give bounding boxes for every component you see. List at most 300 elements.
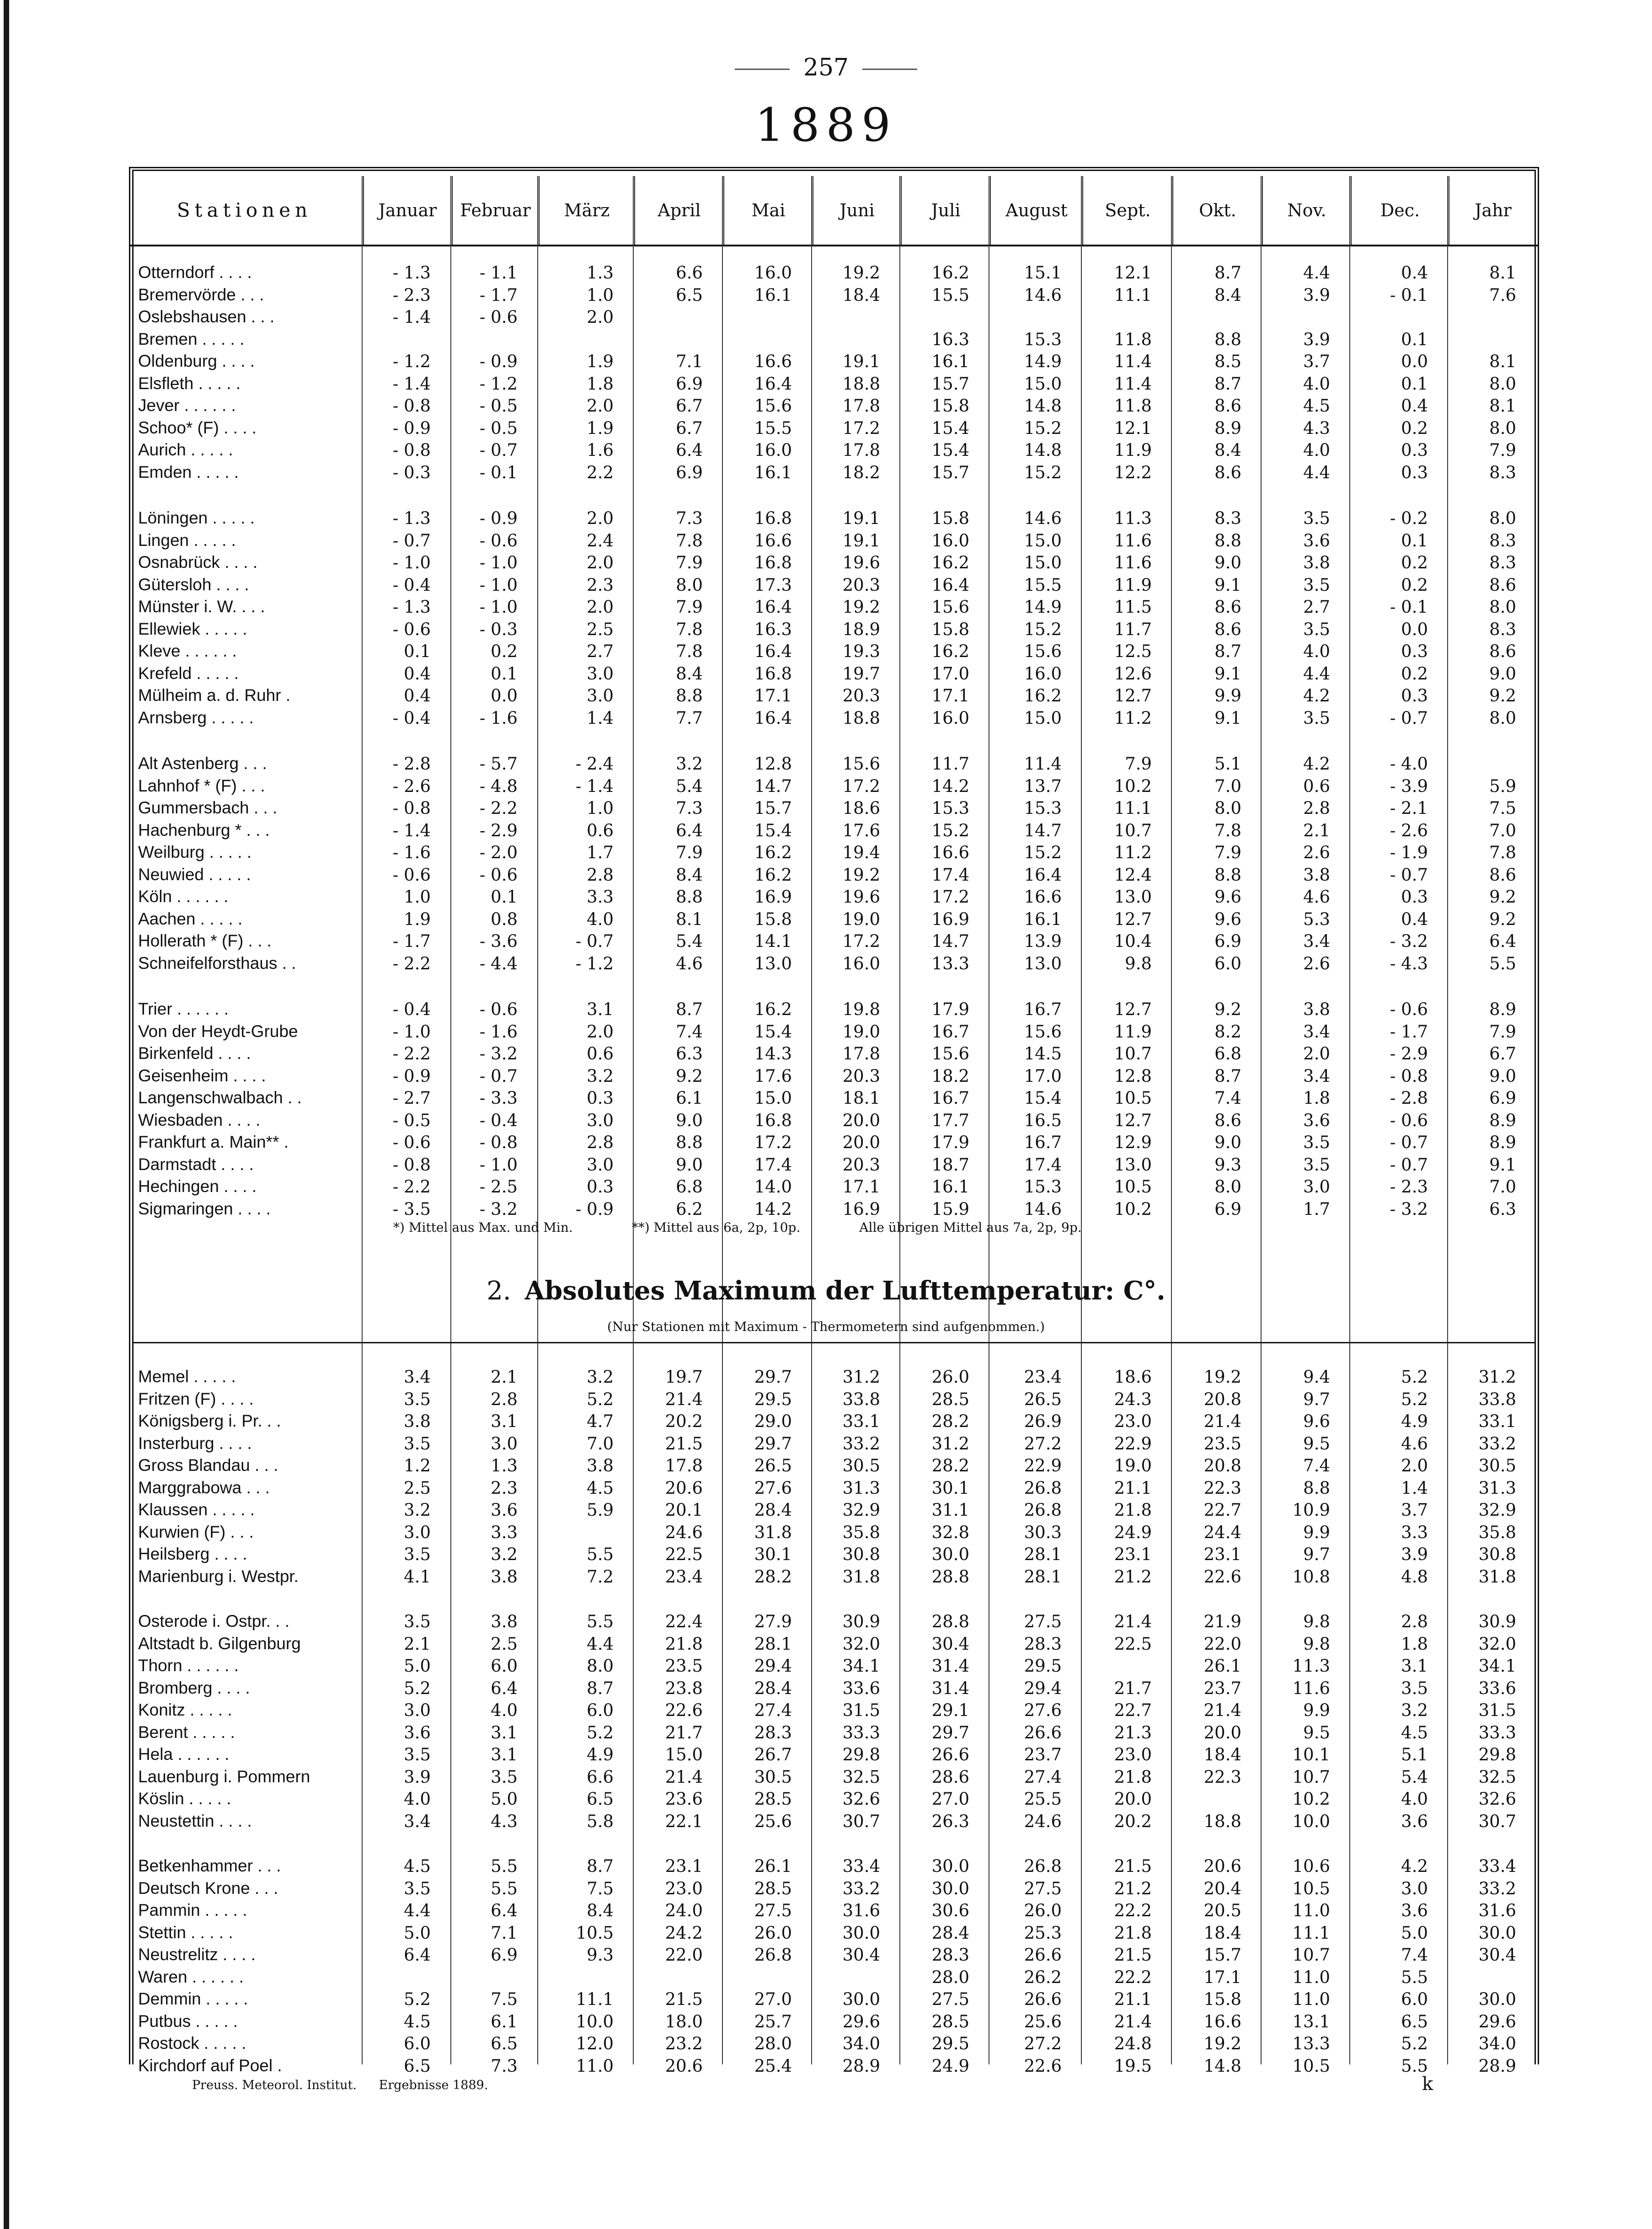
- value-cell: 5.4: [1401, 1767, 1428, 1787]
- value-cell: 8.8: [1214, 530, 1241, 551]
- value-cell: 32.6: [1478, 1789, 1516, 1809]
- station-name: Löningen . . . . .: [138, 508, 255, 527]
- value-cell: 5.5: [587, 1545, 614, 1564]
- table-row: [129, 1789, 1539, 1812]
- value-cell: 3.8: [491, 1612, 518, 1631]
- value-cell: 21.1: [1114, 1478, 1152, 1498]
- column-header: Jahr: [1449, 176, 1537, 245]
- value-cell: 23.7: [1203, 1678, 1241, 1698]
- value-cell: 21.7: [665, 1722, 703, 1743]
- value-cell: 15.3: [1024, 798, 1062, 818]
- value-cell: 12.7: [1114, 909, 1152, 929]
- value-cell: 15.8: [1203, 1989, 1241, 2009]
- value-cell: 17.2: [842, 931, 880, 951]
- value-cell: 15.8: [931, 508, 969, 528]
- value-cell: 9.2: [1489, 909, 1516, 929]
- value-cell: 11.1: [1114, 798, 1152, 818]
- value-cell: - 2.6: [1390, 820, 1428, 840]
- value-cell: 29.6: [1478, 2011, 1516, 2031]
- value-cell: 22.2: [1114, 1901, 1152, 1920]
- station-name: Altstadt b. Gilgenburg: [138, 1634, 301, 1653]
- value-cell: 16.7: [1024, 1000, 1062, 1019]
- station-name: Trier . . . . . .: [138, 1000, 229, 1018]
- value-cell: 19.2: [842, 263, 880, 283]
- value-cell: 27.5: [1024, 1878, 1062, 1898]
- value-cell: 16.5: [1024, 1110, 1062, 1130]
- value-cell: 6.9: [1489, 1088, 1516, 1108]
- value-cell: 8.0: [1214, 1177, 1241, 1197]
- station-name: Marggrabowa . . .: [138, 1478, 270, 1497]
- value-cell: 17.2: [842, 776, 880, 796]
- value-cell: 8.4: [676, 865, 703, 885]
- value-cell: - 1.2: [575, 953, 614, 973]
- station-name: Aachen . . . . .: [138, 909, 243, 928]
- value-cell: 8.6: [1214, 619, 1241, 639]
- value-cell: 8.1: [1489, 352, 1516, 371]
- value-cell: 3.4: [1303, 931, 1330, 951]
- value-cell: 18.6: [1114, 1367, 1152, 1387]
- value-cell: 8.4: [1214, 285, 1241, 305]
- value-cell: 32.9: [842, 1500, 880, 1520]
- value-cell: 11.8: [1114, 396, 1152, 416]
- table-row: [129, 1066, 1539, 1089]
- value-cell: 26.5: [754, 1456, 792, 1475]
- value-cell: 12.8: [754, 754, 792, 774]
- year-heading: 1889: [755, 98, 897, 152]
- value-cell: 8.9: [1214, 418, 1241, 438]
- table-row: [129, 1111, 1539, 1133]
- value-cell: - 0.8: [392, 798, 431, 818]
- value-cell: 28.1: [1024, 1545, 1062, 1564]
- value-cell: 17.4: [1024, 1155, 1062, 1175]
- value-cell: 15.8: [754, 909, 792, 929]
- value-cell: 11.3: [1114, 508, 1152, 528]
- station-name: Hollerath * (F) . . .: [138, 931, 272, 950]
- value-cell: 9.9: [1303, 1700, 1330, 1720]
- table-row: [129, 1767, 1539, 1790]
- value-cell: 16.4: [754, 641, 792, 661]
- publication: Ergebnisse 1889.: [379, 2078, 488, 2092]
- value-cell: 27.5: [754, 1901, 792, 1920]
- value-cell: 33.4: [842, 1856, 880, 1876]
- value-cell: 0.3: [1401, 686, 1428, 706]
- value-cell: 24.9: [931, 2056, 969, 2076]
- value-cell: 9.2: [1489, 686, 1516, 706]
- value-cell: 3.0: [1303, 1177, 1330, 1197]
- value-cell: 4.6: [1303, 887, 1330, 907]
- table-row: [129, 1879, 1539, 1901]
- value-cell: 28.4: [931, 1923, 969, 1943]
- value-cell: 11.1: [576, 1989, 614, 2009]
- table-row: [129, 307, 1539, 330]
- value-cell: 10.7: [1114, 820, 1152, 840]
- value-cell: 8.7: [587, 1856, 614, 1876]
- value-cell: - 2.5: [479, 1177, 518, 1197]
- value-cell: 15.5: [931, 285, 969, 305]
- value-cell: 1.4: [587, 708, 614, 728]
- value-cell: 2.3: [491, 1478, 518, 1498]
- value-cell: 19.8: [842, 1000, 880, 1019]
- value-cell: 28.0: [931, 1967, 969, 1987]
- value-cell: - 0.6: [392, 1133, 431, 1152]
- value-cell: 31.4: [931, 1656, 969, 1676]
- value-cell: 31.2: [931, 1433, 969, 1454]
- value-cell: 15.8: [931, 619, 969, 639]
- value-cell: 30.5: [754, 1767, 792, 1787]
- value-cell: 7.3: [676, 508, 703, 528]
- value-cell: 27.2: [1024, 2034, 1062, 2053]
- value-cell: 6.4: [404, 1945, 431, 1965]
- table-row: [129, 285, 1539, 308]
- value-cell: 20.6: [1203, 1856, 1241, 1876]
- value-cell: 26.7: [754, 1745, 792, 1764]
- table-row: [129, 754, 1539, 776]
- table-row: [129, 575, 1539, 598]
- value-cell: 10.7: [1292, 1767, 1330, 1787]
- value-cell: 15.0: [665, 1745, 703, 1764]
- value-cell: - 0.5: [392, 1110, 431, 1130]
- value-cell: 6.1: [676, 1088, 703, 1108]
- value-cell: 0.2: [1401, 553, 1428, 572]
- value-cell: 4.2: [1303, 686, 1330, 706]
- value-cell: 3.6: [404, 1722, 431, 1743]
- value-cell: 26.6: [1024, 1722, 1062, 1743]
- table-row: [129, 508, 1539, 531]
- value-cell: 26.6: [1024, 1989, 1062, 2009]
- value-cell: 33.3: [842, 1722, 880, 1743]
- value-cell: 26.2: [1024, 1967, 1062, 1987]
- value-cell: 15.2: [1024, 462, 1062, 482]
- value-cell: 16.6: [754, 352, 792, 371]
- value-cell: 7.4: [676, 1021, 703, 1042]
- value-cell: 3.6: [1303, 530, 1330, 551]
- value-cell: 0.2: [1401, 663, 1428, 684]
- value-cell: 3.8: [1303, 1000, 1330, 1019]
- value-cell: 22.2: [1114, 1967, 1152, 1987]
- value-cell: 3.8: [1303, 553, 1330, 572]
- value-cell: 19.1: [842, 508, 880, 528]
- value-cell: 17.8: [842, 1044, 880, 1064]
- value-cell: 1.0: [404, 887, 431, 907]
- value-cell: 14.7: [754, 776, 792, 796]
- value-cell: 5.9: [587, 1500, 614, 1520]
- value-cell: 2.1: [491, 1367, 518, 1387]
- value-cell: 29.8: [842, 1745, 880, 1764]
- value-cell: - 2.8: [1390, 1088, 1428, 1108]
- table-row: [129, 531, 1539, 553]
- value-cell: 3.1: [1401, 1656, 1428, 1676]
- value-cell: 7.9: [1214, 843, 1241, 862]
- value-cell: 28.9: [1478, 2056, 1516, 2076]
- value-cell: 24.3: [1114, 1389, 1152, 1409]
- table-row: [129, 418, 1539, 441]
- table-row: [129, 1967, 1539, 1990]
- value-cell: 11.4: [1114, 352, 1152, 371]
- table-row: [129, 1022, 1539, 1044]
- value-cell: 20.3: [842, 575, 880, 595]
- value-cell: - 0.4: [479, 1110, 518, 1130]
- value-cell: 1.2: [404, 1456, 431, 1475]
- station-name: Osterode i. Ostpr. . .: [138, 1612, 290, 1630]
- value-cell: 21.5: [665, 1433, 703, 1454]
- value-cell: 15.0: [754, 1088, 792, 1108]
- value-cell: - 0.8: [479, 1133, 518, 1152]
- value-cell: 17.8: [842, 396, 880, 416]
- value-cell: 8.6: [1214, 597, 1241, 617]
- value-cell: 11.6: [1114, 530, 1152, 551]
- value-cell: - 2.6: [392, 776, 431, 796]
- table-row: [129, 597, 1539, 620]
- value-cell: 2.8: [1303, 798, 1330, 818]
- station-name: Königsberg i. Pr. . .: [138, 1411, 281, 1430]
- value-cell: 10.5: [1292, 1878, 1330, 1898]
- value-cell: 14.8: [1024, 396, 1062, 416]
- value-cell: 15.0: [1024, 374, 1062, 394]
- value-cell: 2.5: [587, 619, 614, 639]
- value-cell: 21.4: [1203, 1700, 1241, 1720]
- value-cell: - 1.7: [479, 285, 518, 305]
- value-cell: 6.9: [1214, 931, 1241, 951]
- value-cell: 14.9: [1024, 352, 1062, 371]
- value-cell: 1.8: [1303, 1088, 1330, 1108]
- value-cell: 19.7: [665, 1367, 703, 1387]
- value-cell: 3.8: [587, 1456, 614, 1475]
- value-cell: 27.9: [754, 1612, 792, 1631]
- value-cell: 22.0: [665, 1945, 703, 1965]
- value-cell: - 1.4: [392, 307, 431, 327]
- station-name: Weilburg . . . . .: [138, 843, 252, 861]
- value-cell: 2.0: [587, 597, 614, 617]
- value-cell: 4.0: [1303, 440, 1330, 460]
- value-cell: - 2.2: [479, 798, 518, 818]
- value-cell: 8.3: [1489, 553, 1516, 572]
- value-cell: 8.3: [1489, 619, 1516, 639]
- value-cell: 13.9: [1024, 931, 1062, 951]
- value-cell: 16.7: [931, 1088, 969, 1108]
- value-cell: 27.5: [1024, 1612, 1062, 1631]
- value-cell: 31.5: [842, 1700, 880, 1720]
- value-cell: 5.1: [1214, 754, 1241, 774]
- value-cell: - 1.2: [479, 374, 518, 394]
- value-cell: 3.6: [1303, 1110, 1330, 1130]
- value-cell: 4.5: [404, 1856, 431, 1876]
- value-cell: 7.9: [1125, 754, 1152, 774]
- station-name: Kirchdorf auf Poel .: [138, 2056, 282, 2075]
- value-cell: 11.0: [1292, 1901, 1330, 1920]
- value-cell: 10.8: [1292, 1566, 1330, 1587]
- value-cell: 10.5: [1114, 1177, 1152, 1197]
- value-cell: 24.6: [1024, 1811, 1062, 1831]
- value-cell: 29.7: [754, 1367, 792, 1387]
- value-cell: - 0.7: [1390, 1155, 1428, 1175]
- table-row: [129, 620, 1539, 642]
- value-cell: 21.5: [1114, 1856, 1152, 1876]
- value-cell: 9.8: [1125, 953, 1152, 973]
- value-cell: 30.8: [842, 1545, 880, 1564]
- value-cell: - 0.7: [1390, 865, 1428, 885]
- value-cell: 3.9: [1303, 329, 1330, 349]
- value-cell: 28.3: [754, 1722, 792, 1743]
- value-cell: - 0.4: [392, 708, 431, 728]
- station-name: Bremen . . . . .: [138, 329, 245, 348]
- value-cell: 0.6: [587, 820, 614, 840]
- station-name: Kurwien (F) . . .: [138, 1522, 254, 1541]
- value-cell: 5.2: [404, 1678, 431, 1698]
- value-cell: 16.4: [754, 708, 792, 728]
- table-row: [129, 865, 1539, 887]
- value-cell: 3.5: [1303, 1155, 1330, 1175]
- value-cell: 0.1: [404, 641, 431, 661]
- value-cell: 0.4: [404, 686, 431, 706]
- value-cell: 7.9: [1489, 440, 1516, 460]
- value-cell: 17.1: [1203, 1967, 1241, 1987]
- value-cell: 7.8: [1214, 820, 1241, 840]
- value-cell: 17.3: [754, 575, 792, 595]
- value-cell: - 0.1: [1390, 285, 1428, 305]
- value-cell: 2.0: [587, 307, 614, 327]
- value-cell: 23.0: [1114, 1745, 1152, 1764]
- station-name: Osnabrück . . . .: [138, 553, 258, 572]
- value-cell: 18.8: [1203, 1811, 1241, 1831]
- value-cell: 28.2: [754, 1566, 792, 1587]
- value-cell: 6.9: [1214, 1199, 1241, 1219]
- value-cell: 6.4: [1489, 931, 1516, 951]
- value-cell: 15.0: [1024, 530, 1062, 551]
- value-cell: 12.7: [1114, 1000, 1152, 1019]
- value-cell: 24.0: [665, 1901, 703, 1920]
- value-cell: 2.3: [587, 575, 614, 595]
- value-cell: 32.0: [842, 1634, 880, 1654]
- value-cell: 3.2: [587, 1066, 614, 1086]
- value-cell: 27.0: [931, 1789, 969, 1809]
- table-row: [129, 1634, 1539, 1657]
- value-cell: 29.1: [931, 1700, 969, 1720]
- value-cell: 11.2: [1114, 708, 1152, 728]
- column-header: Juli: [901, 176, 990, 245]
- value-cell: 23.0: [665, 1878, 703, 1898]
- value-cell: 8.0: [1489, 508, 1516, 528]
- value-cell: 8.0: [1489, 374, 1516, 394]
- value-cell: 3.6: [491, 1500, 518, 1520]
- value-cell: 28.5: [754, 1878, 792, 1898]
- value-cell: 8.3: [1489, 530, 1516, 551]
- value-cell: - 0.2: [1390, 508, 1428, 528]
- value-cell: 17.4: [931, 865, 969, 885]
- value-cell: 15.3: [931, 798, 969, 818]
- value-cell: 6.5: [587, 1789, 614, 1809]
- value-cell: 14.2: [754, 1199, 792, 1219]
- value-cell: 8.8: [676, 1133, 703, 1152]
- value-cell: 2.4: [587, 530, 614, 551]
- value-cell: 8.8: [1214, 865, 1241, 885]
- value-cell: 3.1: [491, 1411, 518, 1431]
- value-cell: - 0.6: [479, 307, 518, 327]
- value-cell: 3.5: [1303, 1133, 1330, 1152]
- value-cell: 21.7: [1114, 1678, 1152, 1698]
- value-cell: 21.9: [1203, 1612, 1241, 1631]
- value-cell: 11.9: [1114, 440, 1152, 460]
- value-cell: 1.4: [1401, 1478, 1428, 1498]
- value-cell: 17.2: [842, 418, 880, 438]
- value-cell: 9.7: [1303, 1389, 1330, 1409]
- value-cell: 17.1: [842, 1177, 880, 1197]
- value-cell: 4.2: [1401, 1856, 1428, 1876]
- value-cell: 14.2: [931, 776, 969, 796]
- station-name: Neuwied . . . . .: [138, 865, 251, 884]
- value-cell: - 0.9: [479, 352, 518, 371]
- value-cell: 8.4: [676, 663, 703, 684]
- value-cell: 0.2: [1401, 418, 1428, 438]
- value-cell: 6.1: [491, 2011, 518, 2031]
- value-cell: 10.5: [1114, 1088, 1152, 1108]
- value-cell: 14.7: [931, 931, 969, 951]
- table-row: [129, 954, 1539, 976]
- value-cell: - 2.2: [392, 1177, 431, 1197]
- value-cell: 16.3: [754, 619, 792, 639]
- value-cell: 11.0: [1292, 1967, 1330, 1987]
- value-cell: 4.0: [1303, 374, 1330, 394]
- value-cell: 0.1: [1401, 530, 1428, 551]
- value-cell: 21.5: [1114, 1945, 1152, 1965]
- value-cell: 9.0: [1489, 663, 1516, 684]
- table-header: [129, 176, 1539, 246]
- value-cell: 6.0: [1401, 1989, 1428, 2009]
- value-cell: 13.7: [1024, 776, 1062, 796]
- value-cell: 8.5: [1214, 352, 1241, 371]
- value-cell: 21.4: [1114, 1612, 1152, 1631]
- value-cell: - 1.3: [392, 508, 431, 528]
- station-name: Marienburg i. Westpr.: [138, 1566, 299, 1586]
- station-name: Köslin . . . . .: [138, 1789, 231, 1808]
- value-cell: 4.5: [587, 1478, 614, 1498]
- station-name: Köln . . . . . .: [138, 887, 229, 906]
- section-number: 2.: [487, 1276, 511, 1306]
- value-cell: 6.5: [404, 2056, 431, 2076]
- value-cell: 19.1: [842, 352, 880, 371]
- value-cell: 29.6: [842, 2011, 880, 2031]
- value-cell: 20.6: [665, 2056, 703, 2076]
- value-cell: 2.7: [587, 641, 614, 661]
- value-cell: - 1.6: [392, 843, 431, 862]
- table-row: [129, 1390, 1539, 1412]
- table-row: [129, 463, 1539, 485]
- value-cell: 15.4: [1024, 1088, 1062, 1108]
- table-row: [129, 1044, 1539, 1066]
- value-cell: 6.5: [676, 285, 703, 305]
- table-row: [129, 1199, 1539, 1222]
- value-cell: 24.6: [665, 1522, 703, 1542]
- value-cell: - 1.0: [479, 597, 518, 617]
- station-name: Neustettin . . . .: [138, 1811, 252, 1830]
- value-cell: - 0.7: [479, 440, 518, 460]
- value-cell: 23.2: [665, 2034, 703, 2053]
- station-name: Otterndorf . . . .: [138, 263, 252, 282]
- value-cell: - 1.6: [479, 708, 518, 728]
- value-cell: 5.2: [404, 1989, 431, 2009]
- station-name: Wiesbaden . . . .: [138, 1110, 261, 1129]
- value-cell: 6.0: [1214, 953, 1241, 973]
- value-cell: 8.6: [1489, 865, 1516, 885]
- value-cell: - 0.9: [575, 1199, 614, 1219]
- station-name: Heilsberg . . . .: [138, 1545, 247, 1563]
- value-cell: 13.0: [1114, 1155, 1152, 1175]
- value-cell: 0.1: [491, 663, 518, 684]
- value-cell: 7.6: [1489, 285, 1516, 305]
- value-cell: - 4.8: [479, 776, 518, 796]
- value-cell: 11.4: [1024, 754, 1062, 774]
- value-cell: 4.6: [1401, 1433, 1428, 1454]
- value-cell: 6.8: [1214, 1044, 1241, 1064]
